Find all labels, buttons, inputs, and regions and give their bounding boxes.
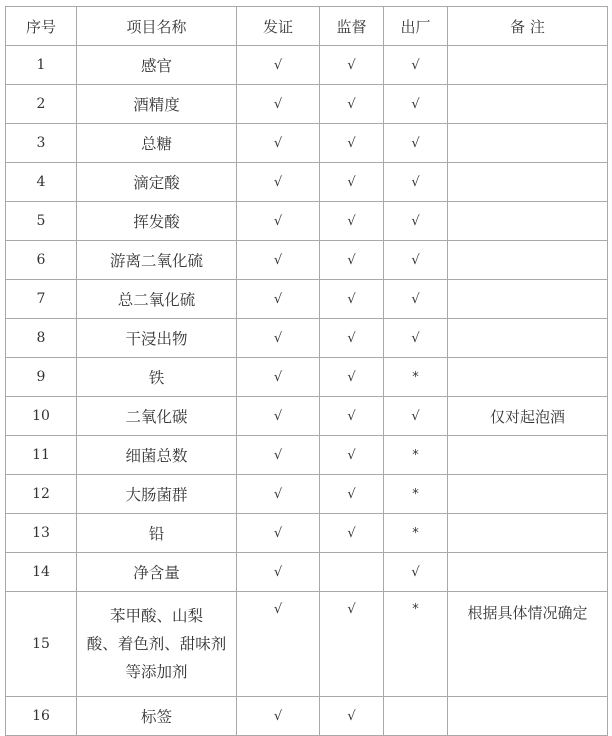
row-serial-no: 15	[6, 592, 77, 697]
table-row	[6, 124, 608, 163]
row-item-name: 挥发酸	[77, 202, 237, 241]
row-item-name-line: 苯甲酸、山梨	[109, 607, 203, 625]
row-remarks	[448, 124, 608, 163]
row-factory-mark: √	[384, 163, 448, 202]
row-certification-mark: √	[237, 163, 320, 202]
row-item-name: 总二氧化硫	[77, 280, 237, 319]
row-item-name: 二氧化碳	[77, 397, 237, 436]
row-serial-no: 9	[6, 358, 77, 397]
row-factory-mark: √	[384, 280, 448, 319]
row-item-name-line: 等添加剂	[125, 663, 188, 681]
row-certification-mark: √	[237, 280, 320, 319]
table-row	[6, 553, 608, 592]
table-row	[6, 163, 608, 202]
row-factory-mark: √	[384, 553, 448, 592]
table-row	[6, 592, 608, 697]
row-remarks	[448, 358, 608, 397]
row-remarks: 根据具体情况确定	[448, 592, 608, 697]
row-item-name: 标签	[77, 697, 237, 736]
row-certification-mark: √	[237, 358, 320, 397]
row-supervision-mark: √	[320, 124, 384, 163]
row-factory-mark	[384, 697, 448, 736]
row-certification-mark: √	[237, 514, 320, 553]
row-remarks	[448, 163, 608, 202]
row-serial-no: 4	[6, 163, 77, 202]
row-serial-no: 16	[6, 697, 77, 736]
inspection-items-table	[5, 6, 608, 736]
row-remarks	[448, 475, 608, 514]
row-certification-mark: √	[237, 436, 320, 475]
row-item-name: 总糖	[77, 124, 237, 163]
row-serial-no: 6	[6, 241, 77, 280]
row-supervision-mark: √	[320, 358, 384, 397]
row-remarks	[448, 280, 608, 319]
row-certification-mark: √	[237, 475, 320, 514]
table-row	[6, 397, 608, 436]
row-supervision-mark: √	[320, 280, 384, 319]
row-supervision-mark	[320, 553, 384, 592]
row-factory-mark: √	[384, 85, 448, 124]
row-factory-mark: *	[384, 436, 448, 475]
row-certification-mark: √	[237, 592, 320, 697]
row-serial-no: 13	[6, 514, 77, 553]
row-certification-mark: √	[237, 124, 320, 163]
row-remarks	[448, 553, 608, 592]
row-remarks	[448, 436, 608, 475]
row-certification-mark: √	[237, 202, 320, 241]
row-certification-mark: √	[237, 397, 320, 436]
row-certification-mark: √	[237, 46, 320, 85]
row-item-name: 滴定酸	[77, 163, 237, 202]
row-supervision-mark: √	[320, 163, 384, 202]
table-row	[6, 319, 608, 358]
row-certification-mark: √	[237, 553, 320, 592]
row-supervision-mark: √	[320, 202, 384, 241]
row-supervision-mark: √	[320, 697, 384, 736]
row-certification-mark: √	[237, 697, 320, 736]
table-row	[6, 436, 608, 475]
row-remarks	[448, 46, 608, 85]
row-factory-mark: *	[384, 358, 448, 397]
row-supervision-mark: √	[320, 46, 384, 85]
row-factory-mark: √	[384, 202, 448, 241]
row-item-name: 游离二氧化硫	[77, 241, 237, 280]
row-factory-mark: √	[384, 319, 448, 358]
table-row	[6, 475, 608, 514]
row-factory-mark: √	[384, 241, 448, 280]
row-supervision-mark: √	[320, 319, 384, 358]
row-item-name	[77, 592, 237, 697]
row-supervision-mark: √	[320, 241, 384, 280]
table-row	[6, 514, 608, 553]
row-factory-mark: *	[384, 592, 448, 697]
row-serial-no: 12	[6, 475, 77, 514]
table-row	[6, 280, 608, 319]
row-remarks: 仅对起泡酒	[448, 397, 608, 436]
row-certification-mark: √	[237, 319, 320, 358]
header-certification: 发证	[237, 7, 320, 46]
row-remarks	[448, 241, 608, 280]
row-supervision-mark: √	[320, 85, 384, 124]
table-row	[6, 85, 608, 124]
header-supervision: 监督	[320, 7, 384, 46]
table-row	[6, 358, 608, 397]
row-serial-no: 2	[6, 85, 77, 124]
row-factory-mark: √	[384, 124, 448, 163]
table-row	[6, 202, 608, 241]
header-factory: 出厂	[384, 7, 448, 46]
row-factory-mark: √	[384, 397, 448, 436]
row-serial-no: 8	[6, 319, 77, 358]
row-factory-mark: √	[384, 46, 448, 85]
header-serial-no: 序号	[6, 7, 77, 46]
row-supervision-mark: √	[320, 592, 384, 697]
header-item-name: 项目名称	[77, 7, 237, 46]
row-serial-no: 3	[6, 124, 77, 163]
row-item-name: 干浸出物	[77, 319, 237, 358]
row-remarks	[448, 202, 608, 241]
row-item-name: 大肠菌群	[77, 475, 237, 514]
row-certification-mark: √	[237, 241, 320, 280]
row-item-name: 铁	[77, 358, 237, 397]
row-item-name: 净含量	[77, 553, 237, 592]
row-remarks	[448, 514, 608, 553]
row-serial-no: 11	[6, 436, 77, 475]
row-factory-mark: *	[384, 514, 448, 553]
row-serial-no: 7	[6, 280, 77, 319]
table-row	[6, 697, 608, 736]
row-serial-no: 10	[6, 397, 77, 436]
row-serial-no: 14	[6, 553, 77, 592]
row-item-name: 酒精度	[77, 85, 237, 124]
row-supervision-mark: √	[320, 436, 384, 475]
row-item-name: 铅	[77, 514, 237, 553]
row-item-name: 细菌总数	[77, 436, 237, 475]
row-certification-mark: √	[237, 85, 320, 124]
table-row	[6, 241, 608, 280]
row-supervision-mark: √	[320, 514, 384, 553]
row-factory-mark: *	[384, 475, 448, 514]
row-remarks	[448, 697, 608, 736]
row-serial-no: 1	[6, 46, 77, 85]
row-item-name-line: 酸、着色剂、甜味剂	[86, 635, 227, 653]
header-remarks: 备 注	[448, 7, 608, 46]
row-remarks	[448, 85, 608, 124]
row-supervision-mark: √	[320, 397, 384, 436]
table-row	[6, 46, 608, 85]
row-serial-no: 5	[6, 202, 77, 241]
row-supervision-mark: √	[320, 475, 384, 514]
row-item-name: 感官	[77, 46, 237, 85]
header-row	[6, 7, 608, 46]
row-remarks	[448, 319, 608, 358]
